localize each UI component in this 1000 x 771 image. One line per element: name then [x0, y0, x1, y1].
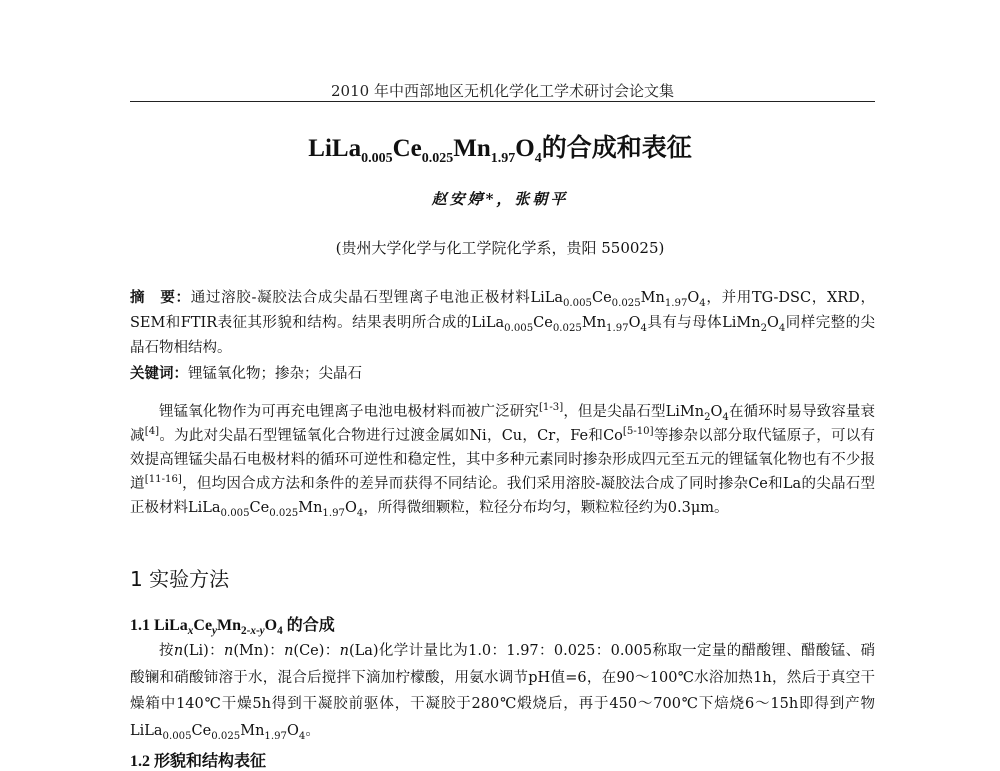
- subsection-heading-1-1: [130, 612, 335, 638]
- m-sub-la: 0.005: [162, 730, 192, 742]
- abstract-part-1: 通过溶胶-凝胶法合成尖晶石型锂离子电池正极材料LiLa: [190, 290, 563, 306]
- abs2-ce: Ce: [533, 315, 553, 331]
- intro-sub-la: 0.005: [220, 507, 250, 519]
- abs2-sub-mn: 1.97: [606, 322, 629, 334]
- abs-ce: Ce: [591, 290, 612, 306]
- method-paragraph: [130, 638, 875, 744]
- intro-sub-o: 4: [356, 507, 364, 519]
- sub1-ce: Ce: [193, 617, 213, 634]
- m-sub-o: 4: [298, 730, 306, 742]
- title-sub-ce: 0.025: [421, 151, 454, 166]
- intro-f: ，但均因合成方法和条件的差异而获得不同结论。我们采用溶胶-凝胶法合成了同时掺杂Ce和La的尖晶石型正极材料LiLa: [130, 476, 875, 516]
- abs-sub-la: 0.005: [562, 297, 592, 309]
- abs-limn-sub4: 4: [778, 322, 786, 334]
- title-li: LiLa: [308, 135, 362, 162]
- m-ce: Ce: [191, 722, 212, 739]
- m-sub-ce: 0.025: [211, 730, 241, 742]
- intro-paragraph: [130, 400, 875, 520]
- section-heading-1: 1 实验方法: [130, 567, 230, 591]
- intro-sub-4: 4: [722, 411, 729, 423]
- subsection-heading-1-2: 1.2 形貌和结构表征: [130, 753, 267, 770]
- intro-b: ，但是尖晶石型LiMn: [563, 404, 705, 420]
- m-mn: Mn: [240, 722, 265, 739]
- abstract-text: [130, 285, 875, 361]
- intro-sub-ce: 0.025: [269, 507, 299, 519]
- keywords-label: 关键词：: [130, 365, 188, 382]
- abs-limn-sub2: 2: [760, 322, 768, 334]
- abs2-mn: Mn: [581, 315, 607, 331]
- sub1-x: x: [187, 625, 194, 638]
- title-suffix: 的合成和表征: [541, 135, 692, 162]
- intro-ce: Ce: [249, 500, 270, 516]
- abs2-sub-ce: 0.025: [552, 322, 582, 334]
- sub1-y: y: [212, 625, 218, 638]
- n-li: n: [173, 643, 184, 659]
- title-ce: Ce: [392, 135, 422, 162]
- abstract-label: 摘 要：: [130, 289, 191, 306]
- sub1-suffix: 的合成: [282, 617, 335, 634]
- title-o: O: [515, 135, 535, 162]
- intro-o: O: [710, 404, 723, 420]
- n-la-label: (La): [348, 643, 379, 659]
- abs2-o: O: [628, 315, 641, 331]
- intro-a: 锂锰氧化物作为可再充电锂离子电池电极材料而被广泛研究: [159, 404, 539, 420]
- abs-o: O: [687, 290, 700, 306]
- abstract-part-2: ，并用TG-DSC，XRD，SEM和FTIR表征其形貌和结构。结果表明所合成的LiLa: [130, 290, 875, 331]
- sub1-2xy: 2-x-y: [241, 625, 265, 638]
- authors: 赵安婷*，张朝平: [431, 190, 569, 208]
- abstract-part-3: 具有与母体LiMn: [646, 315, 761, 331]
- abs2-sub-o: 4: [640, 322, 647, 334]
- title-sub-mn: 1.97: [490, 151, 516, 166]
- n-ce: n: [284, 643, 294, 659]
- ref-11-16: [11-16]: [144, 474, 182, 486]
- intro-sub-2: 2: [704, 411, 711, 423]
- sub1-prefix: 1.1 LiLa: [130, 617, 188, 634]
- n-mn: n: [224, 643, 234, 659]
- ref-4: [4]: [144, 426, 160, 438]
- abstract-block: [130, 285, 875, 387]
- ref-1-3: [1-3]: [538, 402, 564, 414]
- intro-d: 。为此对尖晶石型锂锰氧化合物进行过渡金属如Ni，Cu，Cr，Fe和Co: [159, 428, 623, 444]
- method-end: 。: [305, 722, 320, 739]
- keywords-text: 锂锰氧化物；掺杂；尖晶石: [188, 366, 362, 382]
- m-sub-mn: 1.97: [264, 730, 287, 742]
- title-sub-o: 4: [534, 151, 542, 166]
- ref-5-10: [5-10]: [622, 426, 654, 438]
- abs2-sub-la: 0.005: [504, 322, 534, 334]
- sub1-o: O: [264, 617, 278, 634]
- n-la: n: [339, 643, 349, 659]
- sub1-mn: Mn: [217, 617, 242, 634]
- n-ce-label: (Ce)：: [293, 643, 340, 659]
- m-o: O: [286, 722, 299, 739]
- header-rule: [130, 101, 875, 102]
- n-li-label: (Li)：: [183, 643, 225, 659]
- abs-limn-o: O: [767, 315, 779, 331]
- intro-sub-mn: 1.97: [322, 507, 345, 519]
- intro-mn: Mn: [298, 500, 323, 516]
- intro-g: ，所得微细颗粒，粒径分布均匀，颗粒粒径约为0.3μm。: [363, 500, 729, 516]
- keywords-line: [130, 361, 875, 387]
- n-mn-label: (Mn)：: [233, 643, 285, 659]
- title-mn: Mn: [453, 135, 491, 162]
- abs-mn: Mn: [640, 290, 665, 306]
- abs-sub-o: 4: [699, 297, 706, 309]
- intro-o2: O: [344, 500, 357, 516]
- paper-title: [0, 128, 1000, 164]
- abs-sub-ce: 0.025: [611, 297, 641, 309]
- running-header: 2010 年中西部地区无机化学化工学术研讨会论文集: [331, 82, 674, 100]
- title-sub-la: 0.005: [361, 151, 393, 166]
- abstract-part-4: 同样完整的尖晶石物相结构。: [130, 315, 876, 356]
- method-a: 按: [159, 643, 174, 659]
- abs-sub-mn: 1.97: [664, 297, 688, 309]
- intro-c: 在循环时易导致容量衰减: [130, 404, 876, 444]
- sub1-4: 4: [277, 625, 283, 638]
- method-b: 化学计量比为1.0：1.97：0.025：0.005称取一定量的醋酸锂、醋酸锰、硝酸镧和硝酸铈溶于水，混合后搅拌下滴加柠檬酸，用氨水调节pH值=6，在90～100℃水浴加热1h，然后于真空干燥箱中140℃干燥5h得到干凝胶前驱体，干凝胶于280℃煅烧后，再于450～700℃下焙烧6～15h即得到产物LiLa: [130, 643, 875, 739]
- intro-e: 等掺杂以部分取代锰原子，可以有效提高锂锰尖晶石电极材料的循环可逆性和稳定性，其中多种元素同时掺杂形成四元至五元的锂锰氧化物也有不少报道: [130, 428, 876, 492]
- affiliation: (贵州大学化学与化工学院化学系，贵阳 550025): [335, 239, 665, 257]
